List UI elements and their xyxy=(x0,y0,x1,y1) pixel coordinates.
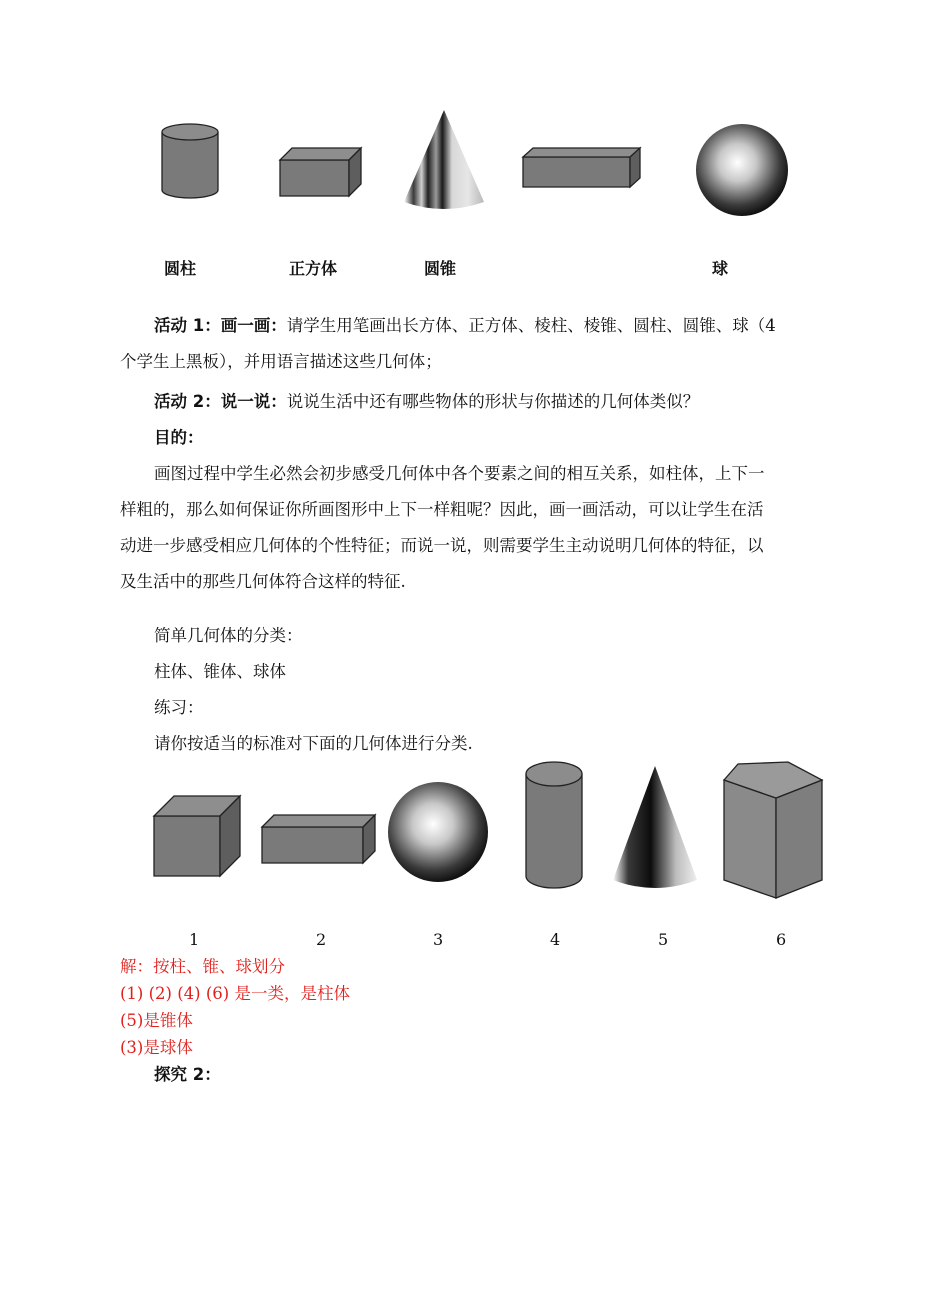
solution-line-1: 解：按柱、锥、球划分 xyxy=(120,957,285,976)
explore-heading xyxy=(154,1063,221,1087)
figure-number-2: 2 xyxy=(316,930,327,949)
cone-figure-5 xyxy=(610,764,700,892)
activity-1-label: 活动 1：画一画： xyxy=(154,316,287,335)
cylinder-figure-4 xyxy=(522,758,586,892)
cone-figure-top xyxy=(402,108,486,212)
classification-heading-text: 简单几何体的分类： xyxy=(154,626,303,645)
cylinder-figure xyxy=(158,118,222,204)
figure-number-4: 4 xyxy=(550,930,561,949)
purpose-line-4: 及生活中的那些几何体符合这样的特征. xyxy=(120,572,406,591)
cube-figure-1 xyxy=(152,794,244,880)
label-cylinder: 圆柱 xyxy=(164,259,197,278)
activity-2 xyxy=(120,384,832,420)
sphere-figure-top xyxy=(694,122,790,218)
sphere-figure-3 xyxy=(386,780,490,884)
activity-2-label: 活动 2：说一说： xyxy=(154,392,287,411)
cuboid-figure-2 xyxy=(259,813,379,865)
classification-text xyxy=(120,654,832,690)
label-sphere: 球 xyxy=(712,259,729,278)
purpose-line-3: 动进一步感受相应几何体的个性特征；而说一说，则需要学生主动说明几何体的特征，以 xyxy=(120,536,764,555)
classification-heading xyxy=(120,618,832,654)
purpose-line-1: 画图过程中学生必然会初步感受几何体中各个要素之间的相互关系，如柱体，上下一 xyxy=(154,464,765,483)
purpose-paragraph xyxy=(120,456,832,600)
figure-number-1: 1 xyxy=(189,930,200,949)
activity-1 xyxy=(120,308,832,380)
activity-1-text: 请学生用笔画出长方体、正方体、棱柱、棱锥、圆柱、圆锥、球（4 xyxy=(286,316,776,335)
activity-1-text-cont: 个学生上黑板），并用语言描述这些几何体； xyxy=(120,352,442,371)
classification-text-line: 柱体、锥体、球体 xyxy=(154,662,286,681)
figure-number-5: 5 xyxy=(658,930,669,949)
purpose-heading xyxy=(120,420,832,456)
figure-number-3: 3 xyxy=(433,930,444,949)
practice-prompt-text: 请你按适当的标准对下面的几何体进行分类. xyxy=(154,734,473,753)
solution-line-2: (1) (2) (4) (6) 是一类，是柱体 xyxy=(120,984,350,1003)
pentagonal-prism-figure-6 xyxy=(720,760,826,902)
practice-heading-text: 练习： xyxy=(154,698,204,717)
practice-heading xyxy=(120,690,832,726)
figure-number-6: 6 xyxy=(776,930,787,949)
cuboid-figure-top xyxy=(520,145,644,191)
purpose-line-2: 样粗的，那么如何保证你所画图形中上下一样粗呢？因此，画一画活动，可以让学生在活 xyxy=(120,500,764,519)
solution-line-3: (5)是锥体 xyxy=(120,1011,193,1030)
explore-heading-text: 探究 2： xyxy=(154,1065,221,1084)
practice-prompt xyxy=(120,726,832,762)
cube-figure-top xyxy=(277,144,365,200)
solution-line-4: (3)是球体 xyxy=(120,1038,193,1057)
label-cone: 圆锥 xyxy=(424,259,457,278)
activity-2-text: 说说生活中还有哪些物体的形状与你描述的几何体类似？ xyxy=(286,392,700,411)
purpose-heading-text: 目的： xyxy=(154,428,204,447)
label-cube: 正方体 xyxy=(289,259,338,278)
